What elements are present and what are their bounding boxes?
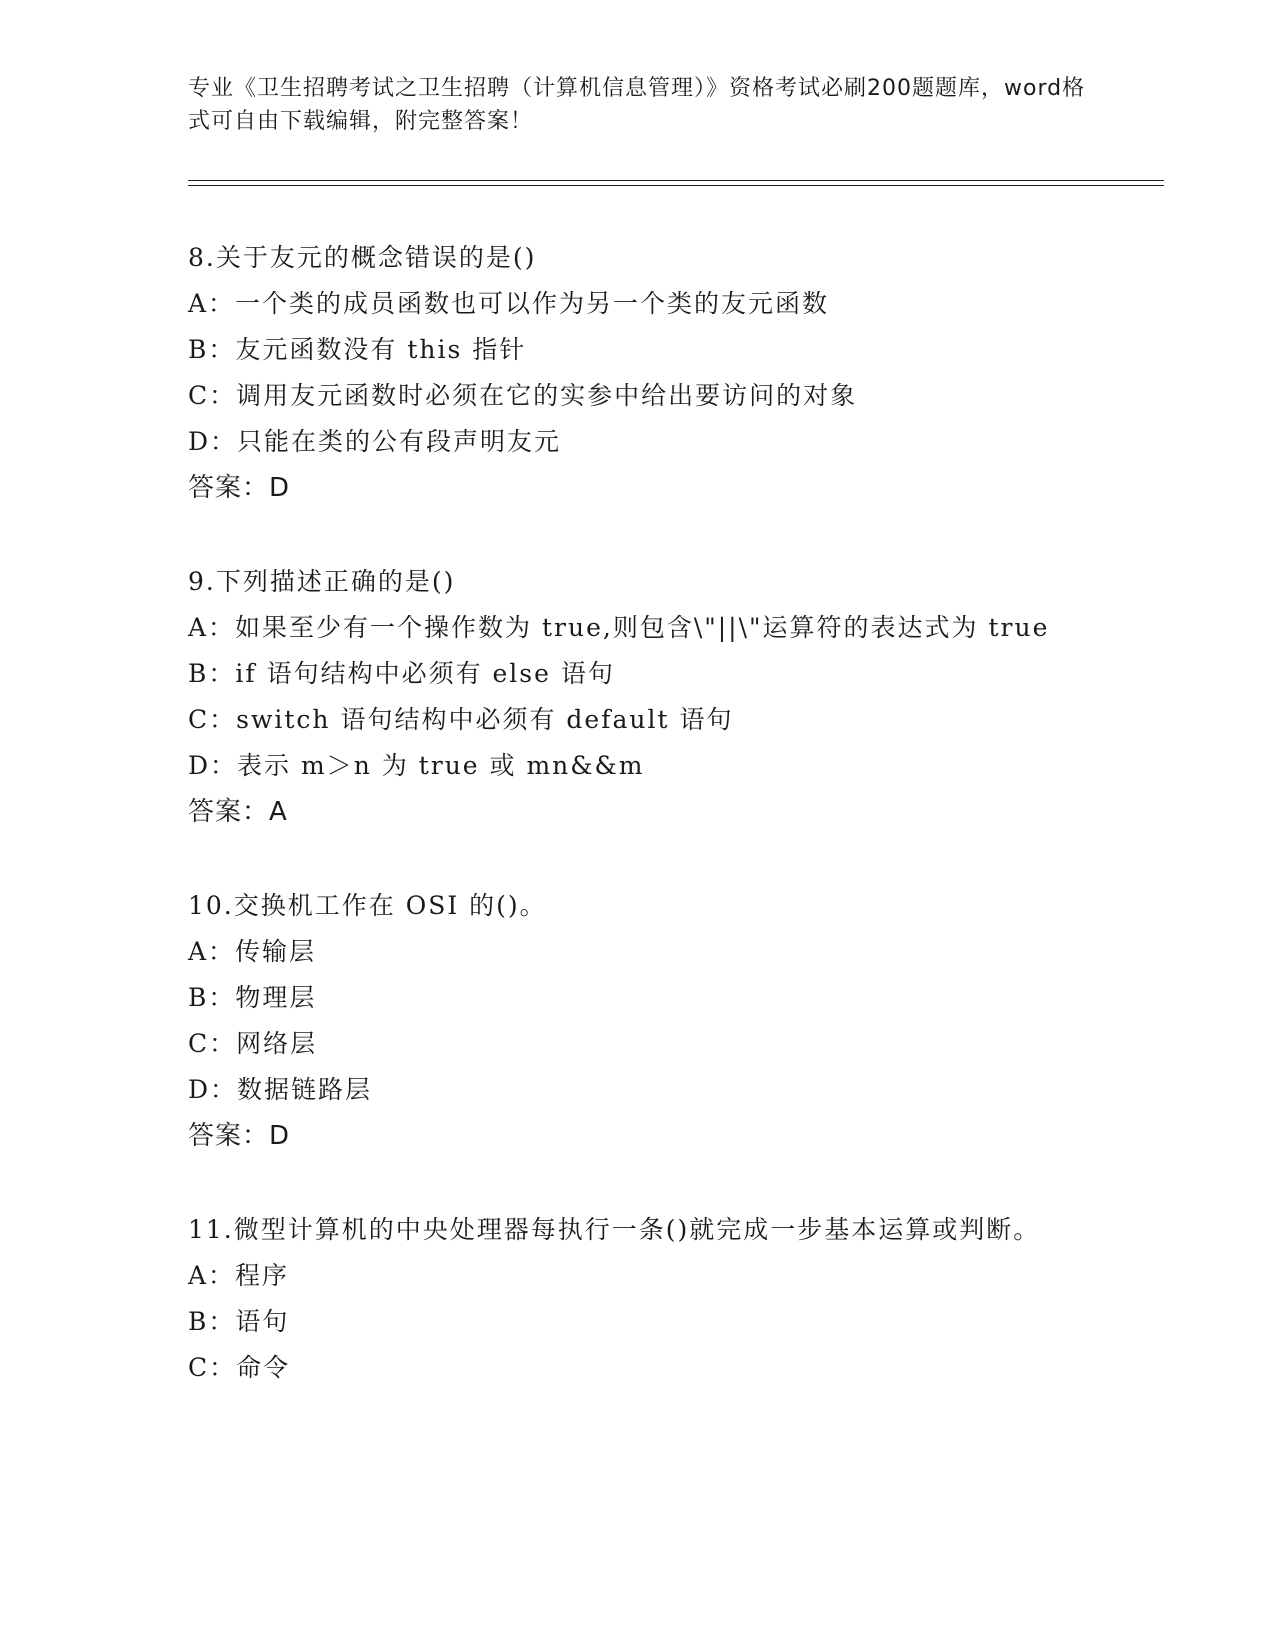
option-c: C：switch 语句结构中必须有 default 语句 (188, 705, 734, 734)
option-c: C：调用友元函数时必须在它的实参中给出要访问的对象 (188, 381, 858, 410)
option-d: D：数据链路层 (188, 1075, 373, 1104)
question-title: 11.微型计算机的中央处理器每执行一条()就完成一步基本运算或判断。 (188, 1215, 1041, 1244)
header-divider-bottom (188, 185, 1164, 186)
question-title: 9.下列描述正确的是() (188, 567, 456, 596)
header-text: 专业《卫生招聘考试之卫生招聘（计算机信息管理）》资格考试必刷200题题库，word格式可自由下载编辑，附完整答案！ (188, 76, 1086, 134)
option-a: A：如果至少有一个操作数为 true,则包含\"||\"运算符的表达式为 true (188, 613, 1050, 642)
question-10 (188, 883, 1088, 1159)
question-11 (188, 1207, 1088, 1391)
document-header (188, 72, 1088, 138)
option-d: D：表示 m＞n 为 true 或 mn&&m (188, 751, 645, 780)
question-8 (188, 235, 1088, 511)
option-b: B：语句 (188, 1307, 290, 1336)
option-a: A：一个类的成员函数也可以作为另一个类的友元函数 (188, 289, 830, 318)
option-d: D：只能在类的公有段声明友元 (188, 427, 562, 456)
header-divider-top (188, 180, 1164, 181)
option-a: A：程序 (188, 1261, 290, 1290)
option-a: A：传输层 (188, 937, 317, 966)
answer-text: 答案：A (188, 797, 288, 827)
option-b: B：物理层 (188, 983, 317, 1012)
answer-text: 答案：D (188, 473, 291, 503)
question-title: 8.关于友元的概念错误的是() (188, 243, 537, 272)
option-b: B：if 语句结构中必须有 else 语句 (188, 659, 615, 688)
answer-text: 答案：D (188, 1121, 291, 1151)
question-9 (188, 559, 1088, 835)
option-b: B：友元函数没有 this 指针 (188, 335, 527, 364)
question-list (188, 235, 1088, 1439)
option-c: C：命令 (188, 1353, 291, 1382)
option-c: C：网络层 (188, 1029, 318, 1058)
question-title: 10.交换机工作在 OSI 的()。 (188, 891, 547, 920)
